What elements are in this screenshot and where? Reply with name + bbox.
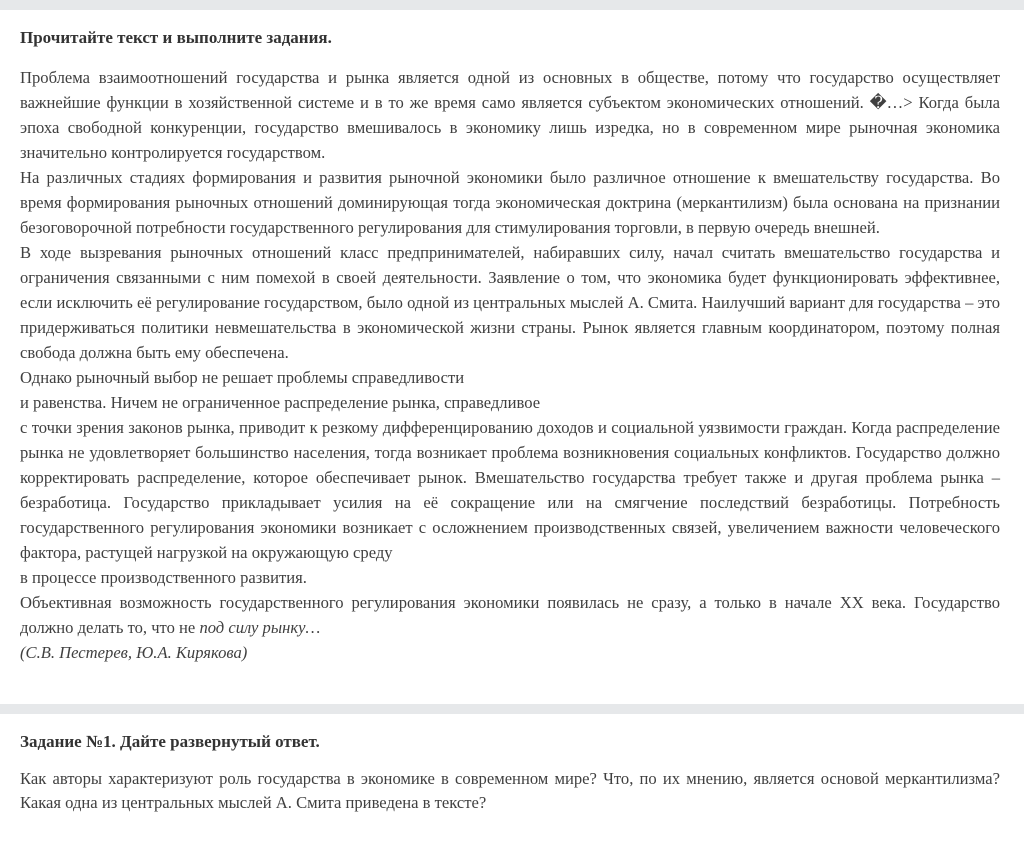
reading-text-body	[20, 65, 1000, 665]
paragraph-1: Проблема взаимоотношений государства и рынка является одной из основных в обществе, потому что государство осуществляет важнейшие функции в хозяйственной системе и в то же время само является субъектом экономических отношений. �…> Когда была эпоха свободной конкуренции, государство вмешивалось в экономику лишь изредка, но в современном мире рыночная экономика значительно контролируется государством.	[20, 68, 1000, 162]
section-divider	[0, 704, 1024, 714]
paragraph-5-main: Объективная возможность государственного регулирования экономики появилась не сразу, а только в начале XX века. Государство должно делать то, что не	[20, 593, 1000, 637]
authors-citation: (С.В. Пестерев, Ю.А. Кирякова)	[20, 643, 248, 662]
task-question: Как авторы характеризуют роль государства в экономике в современном мире? Что, по их мнению, является основой меркантилизма? Какая одна из центральных мыслей А. Смита приведена в тексте?	[20, 769, 1000, 812]
paragraph-5	[20, 590, 1000, 640]
paragraph-4-line-1: Однако рыночный выбор не решает проблемы справедливости	[20, 368, 465, 387]
paragraph-3: В ходе вызревания рыночных отношений класс предпринимателей, набиравших силу, начал считать вмешательство государства и ограничения связанными с ним помехой в своей деятельности. Заявление о том, что экономика будет функционировать эффективнее, если исключить её регулирование государством, было одной из центральных мыслей А. Смита. Наилучший вариант для государства – это придерживаться политики невмешательства в экономической жизни страны. Рынок является главным координатором, поэтому полная свобода должна быть ему обеспечена.	[20, 243, 1000, 362]
paragraph-4-end: в процессе производственного развития.	[20, 568, 307, 587]
paragraph-2: На различных стадиях формирования и развития рыночной экономики было различное отношение к вмешательству государства. Во время формирования рыночных отношений доминирующая тогда экономическая доктрина (меркантилизм) была основана на признании безоговорочной потребности государственного регулирования для стимулирования торговли, в первую очередь внешней.	[20, 168, 1000, 237]
top-separator	[0, 0, 1024, 10]
reading-text-section	[0, 10, 1024, 704]
task-section	[0, 714, 1024, 845]
paragraph-4-body: с точки зрения законов рынка, приводит к резкому дифференцированию доходов и социальной уязвимости граждан. Когда распределение рынка не удовлетворяет большинство населения, тогда возникает проблема возникновения социальных конфликтов. Государство должно корректировать распределение, которое обеспечивает рынок. Вмешательство государства требует также и другая проблема рынка – безработица. Государство прикладывает усилия на её сокращение или на смягчение последствий безработицы. Потребность государственного регулирования экономики возникает с осложнением производственных связей, увеличением важности человеческого фактора, растущей нагрузкой на окружающую среду	[20, 418, 1000, 562]
task-heading: Задание №1. Дайте развернутый ответ.	[20, 732, 320, 751]
task-question-block	[20, 767, 1000, 815]
reading-instruction-heading: Прочитайте текст и выполните задания.	[20, 28, 332, 47]
paragraph-4-line-2: и равенства. Ничем не ограниченное распределение рынка, справедливое	[20, 393, 541, 412]
paragraph-5-italic: под силу рынку…	[199, 618, 321, 637]
